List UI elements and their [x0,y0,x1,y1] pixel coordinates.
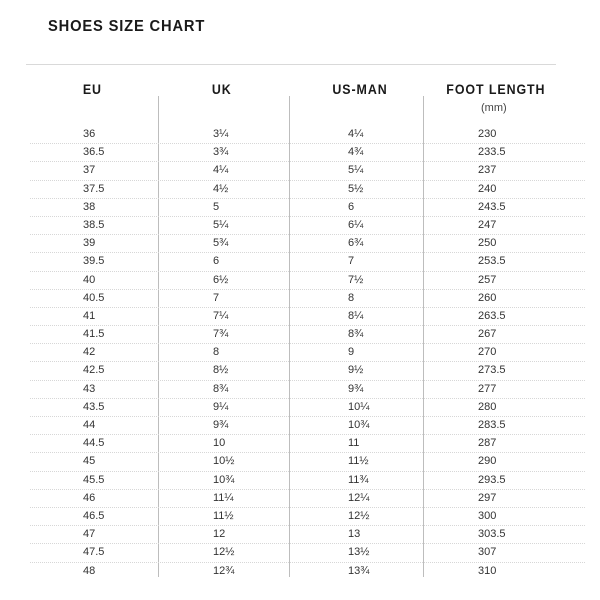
cell-eu: 45 [83,455,96,468]
cell-eu: 36.5 [83,146,105,159]
cell-foot-length: 250 [478,237,497,250]
cell-us-man: 8 [348,291,355,304]
column-header-foot-length: FOOT LENGTH [446,82,546,97]
cell-uk: 8¾ [213,382,229,395]
cell-foot-length: 303.5 [478,528,506,541]
column-header-us-man: US-MAN [332,82,388,97]
cell-uk: 7 [213,291,220,304]
cell-eu: 38.5 [83,218,105,231]
cell-us-man: 11¾ [348,473,369,486]
cell-foot-length: 270 [478,346,497,359]
cell-us-man: 9 [348,346,355,359]
table-row [30,235,585,253]
table-row [30,144,585,162]
cell-foot-length: 263.5 [478,309,506,322]
cell-uk: 8½ [213,364,229,377]
cell-us-man: 13½ [348,546,370,559]
table-row [30,526,585,544]
table-row [30,508,585,526]
cell-eu: 48 [83,564,96,577]
table-row [30,435,585,453]
cell-uk: 5¾ [213,237,229,250]
cell-foot-length: 300 [478,509,497,522]
table-row [30,199,585,217]
cell-foot-length: 260 [478,291,497,304]
cell-foot-length: 307 [478,546,497,559]
cell-uk: 10½ [213,455,235,468]
cell-eu: 41 [83,309,96,322]
cell-us-man: 8¾ [348,328,364,341]
cell-eu: 46.5 [83,509,105,522]
cell-eu: 36 [83,128,96,140]
table-row [30,344,585,362]
cell-eu: 39.5 [83,255,105,268]
table-row [30,544,585,562]
cell-foot-length: 290 [478,455,497,468]
cell-eu: 46 [83,491,96,504]
table-row [30,472,585,490]
cell-foot-length: 230 [478,128,497,140]
title-divider [26,64,556,65]
cell-foot-length: 297 [478,491,497,504]
cell-uk: 4½ [213,182,229,195]
table-row [30,490,585,508]
cell-eu: 39 [83,237,96,250]
cell-uk: 4¼ [213,164,229,177]
cell-uk: 3¼ [213,128,229,140]
table-row [30,126,585,144]
cell-eu: 38 [83,200,96,213]
table-row [30,326,585,344]
cell-foot-length: 257 [478,273,497,286]
table-row [30,290,585,308]
cell-foot-length: 243.5 [478,200,506,213]
cell-us-man: 5¼ [348,164,364,177]
cell-us-man: 9¾ [348,382,364,395]
cell-uk: 9¾ [213,419,229,431]
cell-us-man: 6 [348,200,355,213]
cell-us-man: 7½ [348,273,364,286]
size-table-body [0,126,600,581]
cell-us-man: 13¾ [348,564,370,577]
cell-uk: 11¼ [213,491,234,504]
cell-eu: 40.5 [83,291,105,304]
cell-us-man: 10¾ [348,419,370,431]
table-row [30,253,585,271]
cell-eu: 41.5 [83,328,105,341]
cell-uk: 12¾ [213,564,235,577]
cell-uk: 7¼ [213,309,229,322]
cell-uk: 5¼ [213,218,229,231]
cell-us-man: 5½ [348,182,364,195]
cell-us-man: 12¼ [348,491,370,504]
column-header-uk: UK [211,82,232,97]
cell-us-man: 10¼ [348,400,370,413]
cell-us-man: 6¼ [348,218,364,231]
cell-eu: 44 [83,419,96,431]
table-row [30,162,585,180]
cell-foot-length: 267 [478,328,497,341]
table-row [30,272,585,290]
cell-us-man: 11½ [348,455,369,468]
cell-foot-length: 287 [478,437,497,450]
cell-eu: 42 [83,346,96,359]
cell-foot-length: 277 [478,382,497,395]
cell-uk: 11½ [213,509,234,522]
cell-us-man: 7 [348,255,355,268]
cell-eu: 43.5 [83,400,105,413]
cell-uk: 12½ [213,546,235,559]
cell-foot-length: 237 [478,164,497,177]
cell-us-man: 4¾ [348,146,364,159]
column-header-foot-length-unit: (mm) [481,102,507,114]
cell-eu: 47 [83,528,96,541]
cell-uk: 10¾ [213,473,235,486]
page-title: SHOES SIZE CHART [48,18,206,35]
cell-foot-length: 273.5 [478,364,506,377]
cell-uk: 10 [213,437,226,450]
cell-us-man: 9½ [348,364,364,377]
cell-uk: 6 [213,255,220,268]
table-row [30,453,585,471]
cell-us-man: 8¼ [348,309,364,322]
table-row [30,563,585,581]
cell-us-man: 12½ [348,509,370,522]
cell-foot-length: 293.5 [478,473,506,486]
cell-uk: 7¾ [213,328,229,341]
cell-foot-length: 233.5 [478,146,506,159]
cell-eu: 44.5 [83,437,105,450]
cell-eu: 43 [83,382,96,395]
table-row [30,181,585,199]
cell-eu: 42.5 [83,364,105,377]
cell-uk: 6½ [213,273,229,286]
cell-uk: 5 [213,200,220,213]
cell-foot-length: 280 [478,400,497,413]
cell-uk: 12 [213,528,226,541]
cell-eu: 37 [83,164,96,177]
cell-foot-length: 253.5 [478,255,506,268]
cell-foot-length: 283.5 [478,419,506,431]
cell-eu: 47.5 [83,546,105,559]
cell-us-man: 13 [348,528,361,541]
cell-us-man: 4¼ [348,128,364,140]
table-row [30,362,585,380]
table-row [30,381,585,399]
cell-foot-length: 310 [478,564,497,577]
column-header-eu: EU [82,82,102,97]
cell-uk: 8 [213,346,220,359]
cell-eu: 37.5 [83,182,105,195]
table-row [30,399,585,417]
table-row [30,217,585,235]
cell-uk: 9¼ [213,400,229,413]
cell-foot-length: 247 [478,218,497,231]
cell-uk: 3¾ [213,146,229,159]
cell-eu: 40 [83,273,96,286]
table-row [30,417,585,435]
cell-eu: 45.5 [83,473,105,486]
cell-us-man: 6¾ [348,237,364,250]
cell-us-man: 11 [348,437,360,450]
table-row [30,308,585,326]
cell-foot-length: 240 [478,182,497,195]
